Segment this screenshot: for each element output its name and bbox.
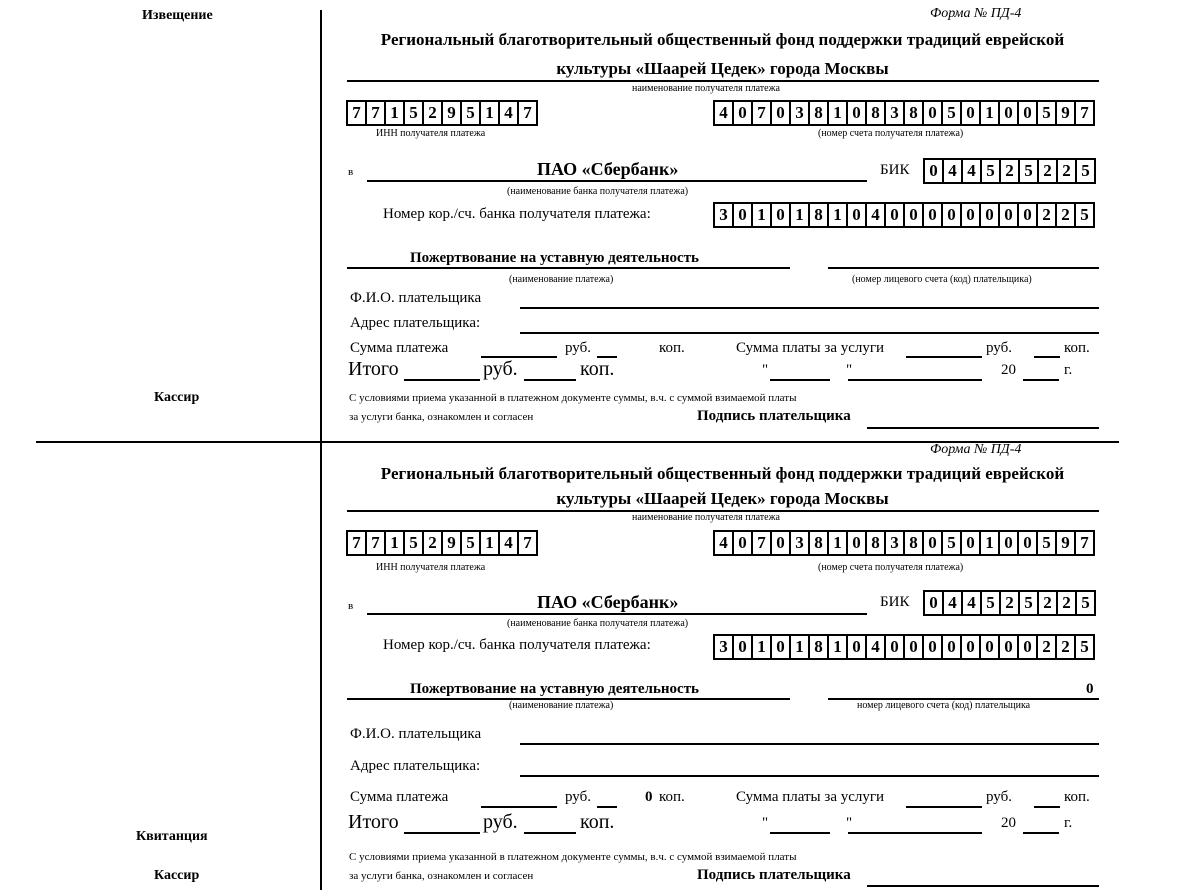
account-caption: (номер счета получателя платежа) [818, 562, 964, 573]
date-quote-close: " [846, 815, 853, 831]
inn-digit: 4 [500, 532, 519, 554]
sum-kop-field[interactable] [597, 806, 617, 808]
account-digit: 5 [1038, 102, 1057, 124]
account-digit: 0 [734, 102, 753, 124]
bik-digit: 2 [1039, 592, 1058, 614]
corr-account-label: Номер кор./сч. банка получателя платежа: [383, 206, 651, 222]
account-digit: 8 [905, 102, 924, 124]
inn-digit: 4 [500, 102, 519, 124]
account-digit: 3 [791, 102, 810, 124]
corr-digit: 0 [848, 636, 867, 658]
bik-digit: 4 [944, 592, 963, 614]
payer-name-label: Ф.И.О. плательщика [350, 290, 482, 306]
inn-digit: 2 [424, 532, 443, 554]
terms-line1: С условиями приема указанной в платежном документе суммы, в.ч. с суммой взимаемой платы [349, 851, 797, 863]
inn-digit: 5 [405, 532, 424, 554]
account-digit: 5 [943, 102, 962, 124]
corr-digit: 0 [981, 636, 1000, 658]
corr-account-boxes [713, 202, 1095, 228]
corr-digit: 0 [772, 204, 791, 226]
account-digit: 7 [1080, 533, 1089, 552]
account-digit: 5 [1038, 532, 1057, 554]
account-digit: 8 [867, 102, 886, 124]
date-quote-open: " [762, 362, 769, 378]
corr-digit: 0 [734, 204, 753, 226]
date-year-suffix: г. [1064, 815, 1073, 831]
account-digit: 3 [886, 532, 905, 554]
account-digit: 5 [943, 532, 962, 554]
account-digit: 4 [715, 102, 734, 124]
recipient-name-line2: культуры «Шаарей Цедек» города Москвы [556, 59, 889, 78]
bik-label: БИК [880, 594, 910, 610]
recipient-caption: наименование получателя платежа [632, 512, 780, 523]
corr-digit: 0 [1000, 204, 1019, 226]
service-rub-field[interactable] [906, 356, 982, 358]
payer-name-field[interactable] [520, 743, 1099, 745]
corr-digit: 1 [753, 204, 772, 226]
service-kop-unit: коп. [1064, 340, 1090, 356]
inn-digit: 5 [462, 532, 481, 554]
sum-kop-unit: коп. [659, 789, 685, 805]
account-caption: (номер счета получателя платежа) [818, 128, 964, 139]
sum-kop-value: 0 [645, 789, 653, 805]
bank-underline [367, 180, 867, 182]
service-rub-field[interactable] [906, 806, 982, 808]
inn-caption: ИНН получателя платежа [376, 562, 486, 573]
notice-label: Извещение [142, 8, 213, 23]
form-number: Форма № ПД-4 [930, 6, 1022, 21]
inn-digit: 7 [367, 532, 386, 554]
corr-digit: 0 [1000, 636, 1019, 658]
inn-boxes [346, 100, 538, 126]
payer-name-field[interactable] [520, 307, 1099, 309]
date-month-field[interactable] [848, 832, 982, 834]
sum-label: Сумма платежа [350, 340, 449, 356]
account-digit: 0 [848, 532, 867, 554]
inn-digit: 1 [386, 532, 405, 554]
bik-digit: 5 [1081, 593, 1090, 612]
bik-digit: 2 [1058, 160, 1077, 182]
account-digit: 8 [810, 532, 829, 554]
account-digit: 7 [753, 102, 772, 124]
account-digit: 3 [886, 102, 905, 124]
account-digit: 1 [981, 532, 1000, 554]
total-rub-unit: руб. [483, 811, 518, 833]
total-kop-field[interactable] [524, 379, 576, 381]
corr-digit: 0 [905, 204, 924, 226]
account-digit: 0 [1000, 532, 1019, 554]
account-digit: 0 [924, 102, 943, 124]
service-kop-field[interactable] [1034, 806, 1060, 808]
recipient-name-line2: культуры «Шаарей Цедек» города Москвы [556, 489, 889, 508]
corr-account-label: Номер кор./сч. банка получателя платежа: [383, 637, 651, 653]
account-digit: 4 [715, 532, 734, 554]
date-day-field[interactable] [770, 832, 830, 834]
service-kop-field[interactable] [1034, 356, 1060, 358]
sum-kop-unit: коп. [659, 340, 685, 356]
inn-digit: 1 [481, 532, 500, 554]
date-day-field[interactable] [770, 379, 830, 381]
bik-digit: 5 [982, 160, 1001, 182]
bank-caption: (наименование банка получателя платежа) [507, 618, 689, 629]
account-digit: 0 [962, 102, 981, 124]
total-kop-unit: коп. [580, 358, 615, 380]
bik-digit: 0 [925, 160, 944, 182]
total-label: Итого [348, 811, 399, 833]
corr-digit: 2 [1057, 636, 1076, 658]
purpose-caption: (наименование платежа) [509, 274, 614, 285]
form-number: Форма № ПД-4 [930, 442, 1022, 457]
payer-address-label: Адрес плательщика: [350, 315, 481, 331]
corr-digit: 4 [867, 636, 886, 658]
bik-digit: 2 [1001, 592, 1020, 614]
terms-line1: С условиями приема указанной в платежном документе суммы, в.ч. с суммой взимаемой платы [349, 392, 797, 404]
service-rub-unit: руб. [986, 789, 1012, 805]
terms-line2: за услуги банка, ознакомлен и согласен [349, 870, 534, 882]
corr-digit: 0 [981, 204, 1000, 226]
account-digit: 9 [1057, 532, 1076, 554]
corr-digit: 8 [810, 636, 829, 658]
total-label: Итого [348, 358, 399, 380]
inn-digit: 5 [405, 102, 424, 124]
bik-digit: 5 [1081, 161, 1090, 180]
personal-account-value: 0 [1086, 681, 1094, 697]
account-digit: 0 [848, 102, 867, 124]
signature-label: Подпись плательщика [697, 408, 851, 424]
bik-boxes [923, 590, 1096, 616]
sum-label: Сумма платежа [350, 789, 449, 805]
account-digit: 9 [1057, 102, 1076, 124]
corr-digit: 2 [1057, 204, 1076, 226]
corr-digit: 5 [1080, 637, 1089, 656]
inn-digit: 1 [386, 102, 405, 124]
account-digit: 1 [829, 532, 848, 554]
account-digit: 0 [962, 532, 981, 554]
corr-digit: 0 [772, 636, 791, 658]
bik-digit: 5 [982, 592, 1001, 614]
inn-digit: 7 [367, 102, 386, 124]
corr-account-boxes [713, 634, 1095, 660]
corr-digit: 5 [1080, 205, 1089, 224]
bank-prefix: в [348, 166, 354, 178]
inn-digit: 2 [424, 102, 443, 124]
inn-digit: 1 [481, 102, 500, 124]
signature-field[interactable] [867, 885, 1099, 887]
sum-rub-unit: руб. [565, 340, 591, 356]
account-boxes [713, 530, 1095, 556]
account-digit: 0 [924, 532, 943, 554]
bank-caption: (наименование банка получателя платежа) [507, 186, 689, 197]
payer-address-label: Адрес плательщика: [350, 758, 481, 774]
bik-digit: 5 [1020, 592, 1039, 614]
corr-digit: 3 [715, 636, 734, 658]
payer-address-field[interactable] [520, 775, 1099, 777]
receipt-label: Квитанция [136, 829, 208, 844]
payer-address-field[interactable] [520, 332, 1099, 334]
account-digit: 0 [1019, 102, 1038, 124]
inn-digit: 7 [523, 533, 532, 552]
corr-digit: 0 [924, 636, 943, 658]
corr-digit: 4 [867, 204, 886, 226]
bik-digit: 0 [925, 592, 944, 614]
corr-digit: 1 [829, 204, 848, 226]
account-digit: 1 [981, 102, 1000, 124]
corr-digit: 3 [715, 204, 734, 226]
service-kop-unit: коп. [1064, 789, 1090, 805]
cashier-label-top: Кассир [154, 390, 200, 405]
inn-digit: 9 [443, 102, 462, 124]
payment-purpose: Пожертвование на уставную деятельность [410, 250, 699, 266]
payer-name-label: Ф.И.О. плательщика [350, 726, 482, 742]
account-digit: 0 [1019, 532, 1038, 554]
corr-digit: 0 [1019, 204, 1038, 226]
recipient-underline [347, 80, 1099, 82]
inn-digit: 9 [443, 532, 462, 554]
inn-boxes [346, 530, 538, 556]
total-rub-field[interactable] [404, 379, 480, 381]
bik-digit: 2 [1039, 160, 1058, 182]
inn-caption: ИНН получателя платежа [376, 128, 486, 139]
corr-digit: 0 [962, 204, 981, 226]
corr-digit: 0 [886, 636, 905, 658]
corr-digit: 0 [962, 636, 981, 658]
cashier-label-bottom: Кассир [154, 868, 200, 883]
corr-digit: 8 [810, 204, 829, 226]
total-kop-unit: коп. [580, 811, 615, 833]
corr-digit: 0 [905, 636, 924, 658]
corr-digit: 1 [791, 204, 810, 226]
total-kop-field[interactable] [524, 832, 576, 834]
personal-account-underline [828, 267, 1099, 269]
bik-digit: 4 [944, 160, 963, 182]
corr-digit: 0 [943, 636, 962, 658]
account-digit: 8 [867, 532, 886, 554]
personal-account-caption: (номер лицевого счета (код) плательщика) [852, 274, 1032, 285]
bank-underline [367, 613, 867, 615]
bik-digit: 2 [1001, 160, 1020, 182]
corr-digit: 1 [753, 636, 772, 658]
inn-digit: 7 [523, 103, 532, 122]
account-digit: 7 [1080, 103, 1089, 122]
corr-digit: 0 [924, 204, 943, 226]
bik-boxes [923, 158, 1096, 184]
purpose-caption: (наименование платежа) [509, 700, 614, 711]
account-digit: 0 [1000, 102, 1019, 124]
corr-digit: 1 [791, 636, 810, 658]
bank-name: ПАО «Сбербанк» [537, 159, 679, 179]
corr-digit: 0 [886, 204, 905, 226]
sum-rub-unit: руб. [565, 789, 591, 805]
purpose-underline [347, 267, 790, 269]
corr-digit: 0 [848, 204, 867, 226]
account-digit: 8 [905, 532, 924, 554]
inn-digit: 7 [348, 532, 367, 554]
bank-name: ПАО «Сбербанк» [537, 592, 679, 612]
corr-digit: 0 [734, 636, 753, 658]
recipient-name-line1: Региональный благотворительный общественный фонд поддержки традиций еврейской [380, 464, 1065, 483]
corr-digit: 1 [829, 636, 848, 658]
date-year-field[interactable] [1023, 832, 1059, 834]
total-rub-field[interactable] [404, 832, 480, 834]
bik-digit: 2 [1058, 592, 1077, 614]
account-digit: 8 [810, 102, 829, 124]
corr-digit: 0 [1019, 636, 1038, 658]
bik-digit: 5 [1020, 160, 1039, 182]
service-label: Сумма платы за услуги [736, 789, 885, 805]
vertical-divider [320, 10, 322, 890]
bik-digit: 4 [963, 592, 982, 614]
inn-digit: 7 [348, 102, 367, 124]
bik-label: БИК [880, 162, 910, 178]
account-digit: 3 [791, 532, 810, 554]
date-year-prefix: 20 [1001, 362, 1016, 378]
service-rub-unit: руб. [986, 340, 1012, 356]
personal-account-caption: номер лицевого счета (код) плательщика [857, 700, 1031, 711]
account-digit: 7 [753, 532, 772, 554]
recipient-name-line1: Региональный благотворительный общественный фонд поддержки традиций еврейской [380, 30, 1065, 49]
bank-prefix: в [348, 600, 354, 612]
service-label: Сумма платы за услуги [736, 340, 885, 356]
payment-purpose: Пожертвование на уставную деятельность [410, 681, 699, 697]
inn-digit: 5 [462, 102, 481, 124]
date-quote-close: " [846, 362, 853, 378]
terms-line2: за услуги банка, ознакомлен и согласен [349, 411, 534, 423]
account-digit: 0 [772, 102, 791, 124]
corr-digit: 0 [943, 204, 962, 226]
signature-label: Подпись плательщика [697, 867, 851, 883]
account-boxes [713, 100, 1095, 126]
signature-field[interactable] [867, 427, 1099, 429]
corr-digit: 2 [1038, 204, 1057, 226]
sum-rub-field[interactable] [481, 806, 557, 808]
recipient-caption: наименование получателя платежа [632, 83, 780, 94]
corr-digit: 2 [1038, 636, 1057, 658]
date-quote-open: " [762, 815, 769, 831]
account-digit: 0 [772, 532, 791, 554]
total-rub-unit: руб. [483, 358, 518, 380]
date-month-field[interactable] [848, 379, 982, 381]
date-year-prefix: 20 [1001, 815, 1016, 831]
date-year-suffix: г. [1064, 362, 1073, 378]
bik-digit: 4 [963, 160, 982, 182]
date-year-field[interactable] [1023, 379, 1059, 381]
account-digit: 0 [734, 532, 753, 554]
account-digit: 1 [829, 102, 848, 124]
